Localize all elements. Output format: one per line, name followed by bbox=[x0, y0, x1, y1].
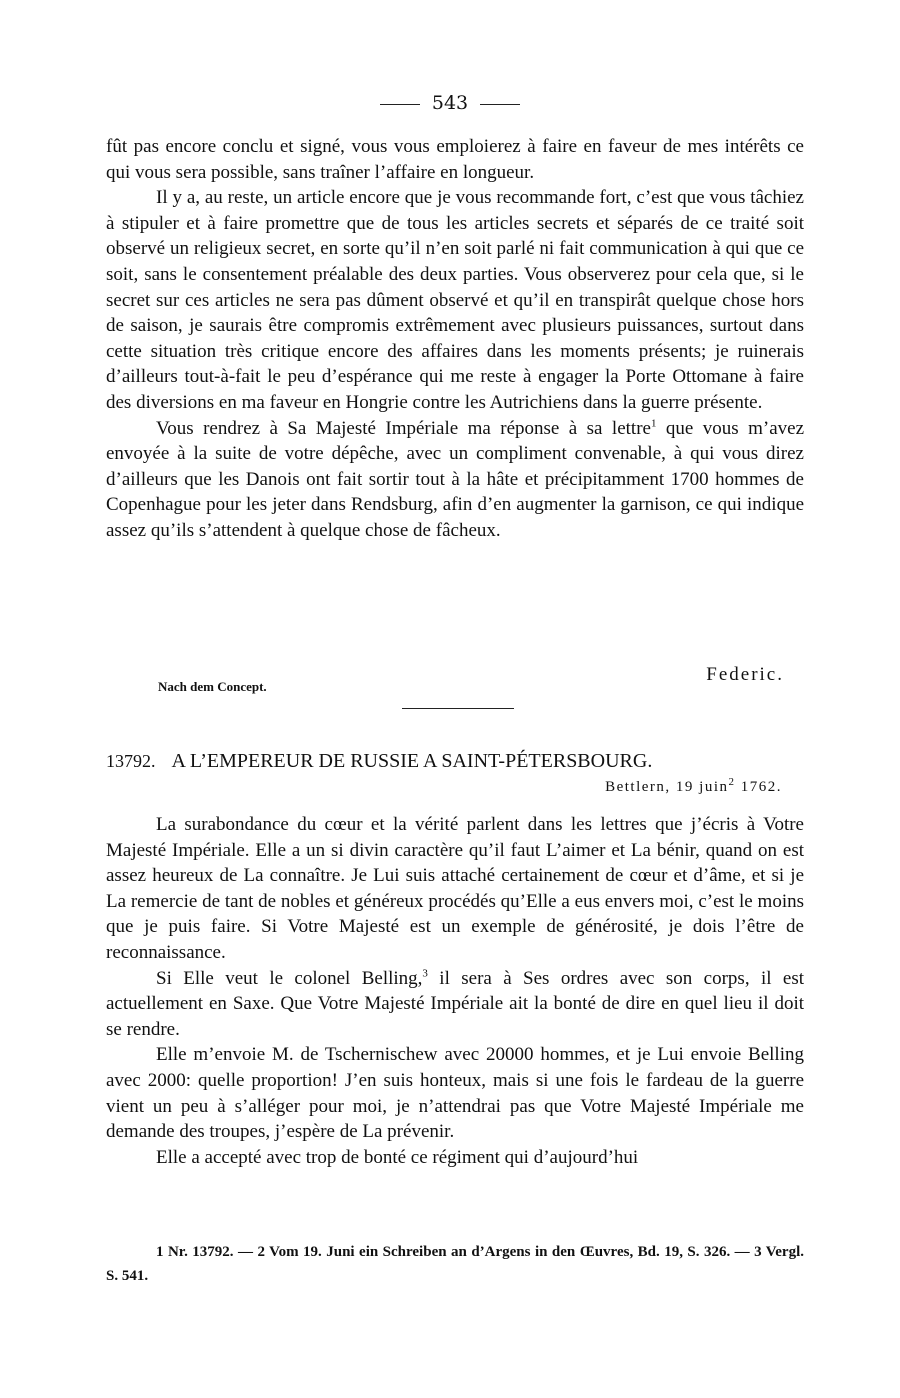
letter-paragraph-2-end: il sera à Ses ordres avec son corps, il est actuellement en Saxe. Que Votre Majesté Impériale ait la bonté de dire en quel lieu il doit se rendre. bbox=[106, 967, 805, 1040]
paragraph-3 bbox=[106, 416, 804, 544]
paragraph-2: Il y a, au reste, un article encore que je vous recommande fort, c’est que vous tâchiez à stipuler et à faire promettre que de tous les articles secrets et séparés de ce traité soit observé un religieux secret, en sorte qu’il n’en soit parlé ni fait communication à qui que ce soit, sans le consentement préalable des deux parties. Vous observerez pour cela que, si le secret sur ces articles ne sera pas dûment observé et qu’il en transpirât quelque chose hors de saison, je saurais être compromis extrêmement avec plusieurs puissances, surtout dans cette situation très critique encore des affaires dans les moments présents; je ruinerais d’ailleurs tout-à-fait le peu d’espérance qui me reste à engager la Porte Ottomane à faire des diversions en ma faveur en Hongrie contre les Autrichiens dans la guerre présente. bbox=[106, 187, 804, 413]
letter-paragraph-1: La surabondance du cœur et la vérité parlent dans les lettres que j’écris à Votre Majesté Impériale. Elle a un si divin caractère qu’il faut L’aimer et La bénir, quand on est assez heureux de La connaître. Je Lui suis attaché certainement de cœur et d’âme, et si je La remercie de tant de nobles et généreux procédés qu’Elle a eus envers moi, c’est le moins que je puis faire. Si Votre Majesté est un exemple de générosité, je dois l’être de reconnaissance. bbox=[106, 814, 804, 963]
source-note: Nach dem Concept. bbox=[158, 679, 267, 694]
letter-paragraph-2 bbox=[106, 966, 804, 1043]
paragraph-3-start: Vous rendrez à Sa Majesté Impériale ma réponse à sa lettre bbox=[156, 417, 651, 439]
dateline-year: 1762. bbox=[735, 779, 782, 795]
letter-paragraph-2-start: Si Elle veut le colonel Belling, bbox=[156, 967, 423, 989]
page-number-text: 543 bbox=[431, 92, 469, 114]
letter-body bbox=[106, 812, 804, 1170]
dateline bbox=[605, 776, 782, 796]
dateline-place: Bettlern, 19 juin bbox=[605, 779, 729, 795]
letter-heading bbox=[106, 750, 804, 773]
page-number-dash-right bbox=[480, 104, 520, 105]
footnotes bbox=[106, 1240, 804, 1288]
footnote-ref-3: 3 bbox=[422, 967, 428, 980]
letter-paragraph-4: Elle a accepté avec trop de bonté ce régiment qui d’aujourd’hui bbox=[156, 1146, 639, 1168]
paragraph-3-end: que vous m’avez envoyée à la suite de votre dépêche, avec un compliment convenable, à qui vous direz d’ailleurs que les Danois ont fait sortir tout à la hâte et précipitamment 1700 hommes de Copenhague pour les jeter dans Rendsburg, afin d’en augmenter la garnison, ce qui indique assez qu’ils s’attendent à quelque chose de fâcheux. bbox=[106, 417, 804, 541]
closing-row bbox=[106, 664, 804, 694]
page-number-dash-left bbox=[380, 104, 420, 105]
letter-paragraph-3: Elle m’envoie M. de Tschernischew avec 20000 hommes, et je Lui envoie Belling avec 2000: quelle proportion! J’en suis honteux, mais si une fois le fardeau de la guerre vient un peu à s’alléger pour moi, je n’attendrai pas que Votre Majesté Impériale me demande des troupes, j’espère de La prévenir. bbox=[106, 1044, 804, 1143]
letter-continuation bbox=[106, 134, 804, 544]
footnote-ref-1: 1 bbox=[650, 417, 657, 430]
footnote-ref-2: 2 bbox=[728, 776, 736, 788]
letter-title: A L’EMPEREUR DE RUSSIE A SAINT-PÉTERSBOURG. bbox=[171, 750, 653, 772]
paragraph-1: fût pas encore conclu et signé, vous vous emploierez à faire en faveur de mes intérêts ce qui vous sera possible, sans traîner l’affaire en longueur. bbox=[106, 136, 804, 183]
section-divider bbox=[402, 708, 514, 709]
letter-number: 13792. bbox=[106, 751, 156, 771]
page-number bbox=[0, 92, 900, 114]
signature: Federic. bbox=[706, 664, 784, 685]
footnote-line: 1 Nr. 13792. — 2 Vom 19. Juni ein Schreiben an d’Argens in den Œuvres, Bd. 19, S. 326. — 3 Vergl. S. 541. bbox=[106, 1244, 804, 1284]
